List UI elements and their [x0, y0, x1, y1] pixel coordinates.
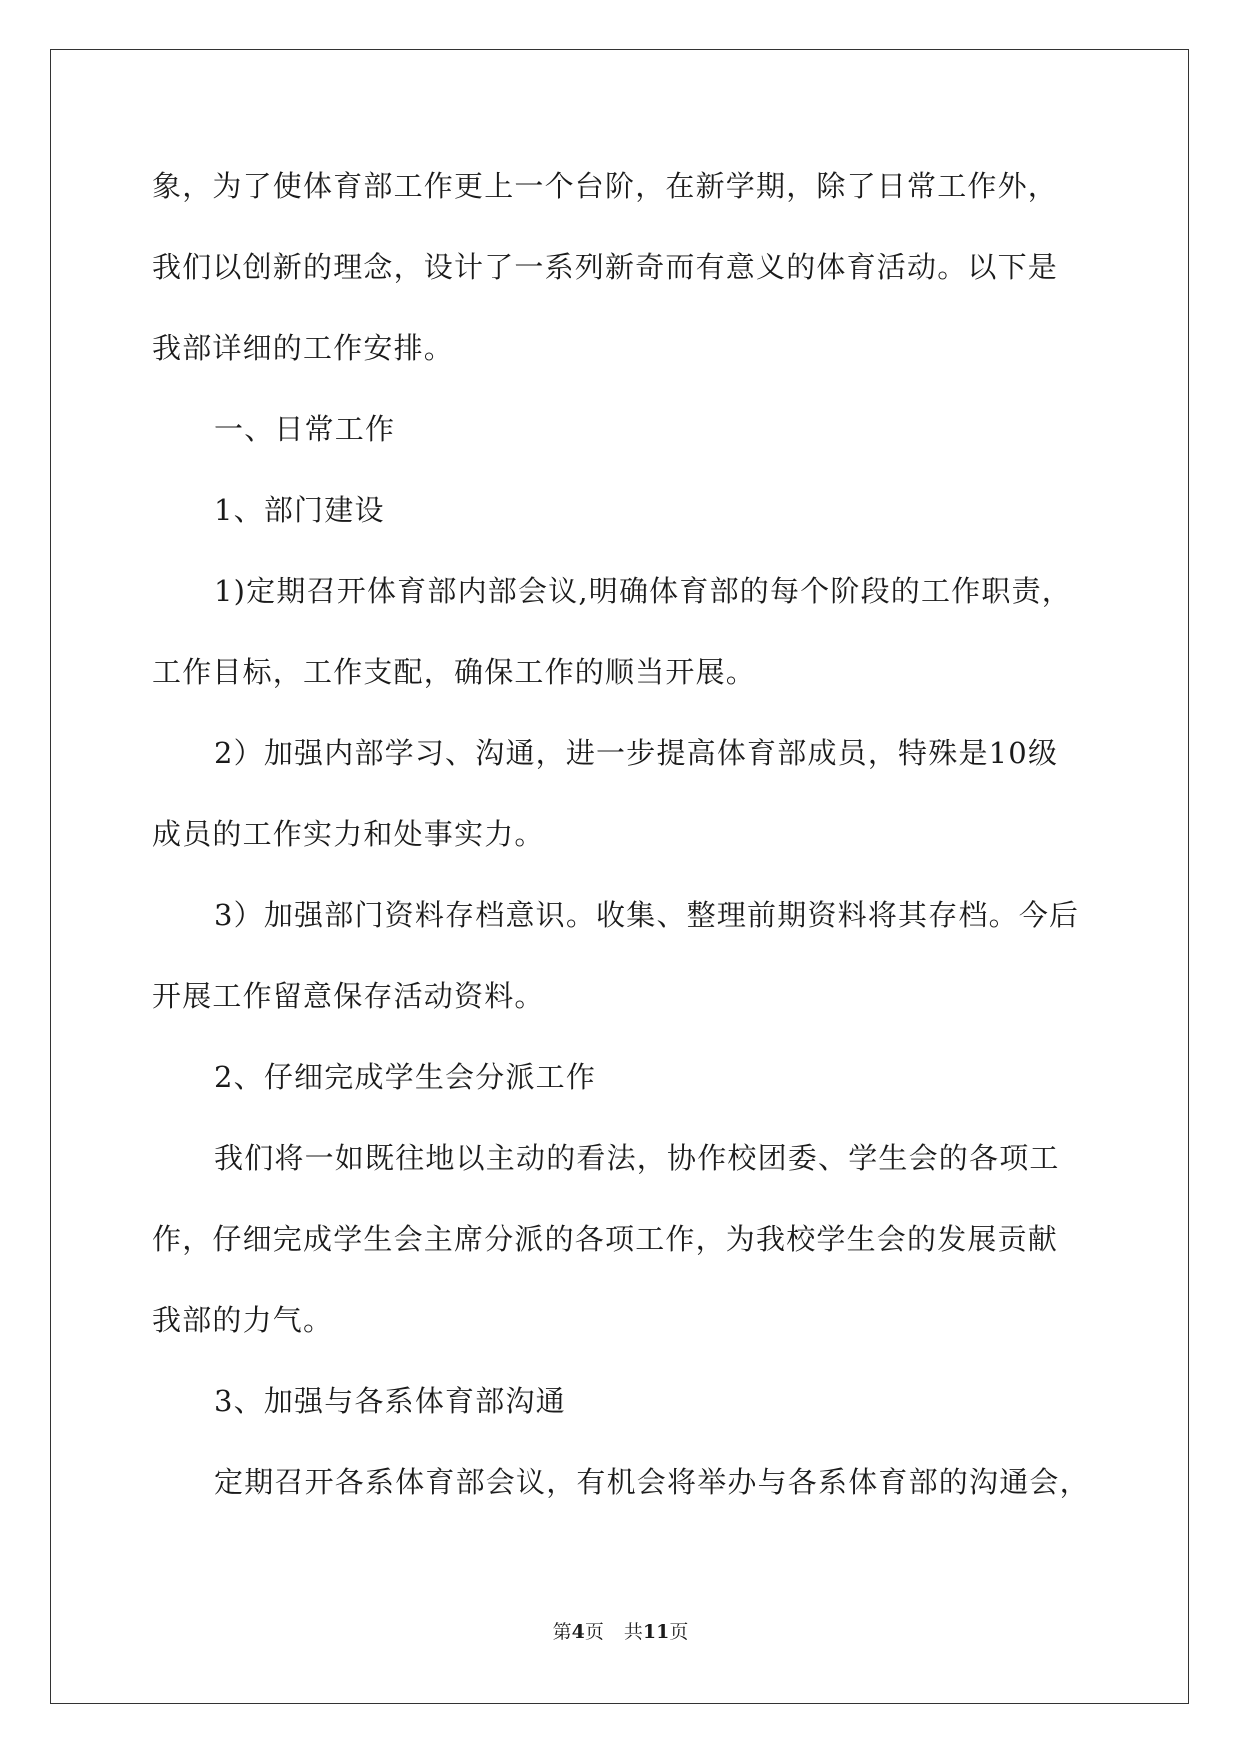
text-line-6: 1)定期召开体育部内部会议,明确体育部的每个阶段的工作职责， — [214, 574, 1072, 608]
text-line-14: 作，仔细完成学生会主席分派的各项工作，为我校学生会的发展贡献 — [152, 1222, 1059, 1256]
section-heading-daily-work: 一、日常工作 — [214, 412, 396, 446]
subheading-department-building: 1、部门建设 — [214, 493, 385, 527]
text-line-8: 2）加强内部学习、沟通，进一步提高体育部成员，特殊是10级 — [214, 736, 1059, 770]
text-line-10: 3）加强部门资料存档意识。收集、整理前期资料将其存档。今后 — [214, 898, 1080, 932]
text-line-11: 开展工作留意保存活动资料。 — [152, 979, 545, 1013]
footer-total-pages: 11 — [642, 1621, 670, 1643]
text-line-3: 我部详细的工作安排。 — [152, 331, 455, 365]
text-line-7: 工作目标，工作支配，确保工作的顺当开展。 — [152, 655, 757, 689]
subheading-student-union-work: 2、仔细完成学生会分派工作 — [214, 1060, 597, 1094]
page-footer — [0, 1617, 1241, 1644]
footer-page-number: 4 — [571, 1621, 585, 1643]
text-line-2: 我们以创新的理念，设计了一系列新奇而有意义的体育活动。以下是 — [152, 250, 1059, 284]
footer-page-prefix: 第 — [552, 1621, 572, 1643]
text-line-9: 成员的工作实力和处事实力。 — [152, 817, 545, 851]
subheading-department-communication: 3、加强与各系体育部沟通 — [214, 1384, 566, 1418]
footer-page-suffix: 页 — [584, 1621, 604, 1643]
footer-total-prefix: 共 — [623, 1621, 643, 1643]
text-line-15: 我部的力气。 — [152, 1303, 334, 1337]
footer-total-suffix: 页 — [669, 1621, 689, 1643]
text-line-1: 象，为了使体育部工作更上一个台阶，在新学期，除了日常工作外， — [152, 169, 1059, 203]
document-body — [152, 146, 1092, 1523]
text-line-17: 定期召开各系体育部会议，有机会将举办与各系体育部的沟通会， — [214, 1465, 1090, 1499]
text-line-13: 我们将一如既往地以主动的看法，协作校团委、学生会的各项工 — [214, 1141, 1060, 1175]
